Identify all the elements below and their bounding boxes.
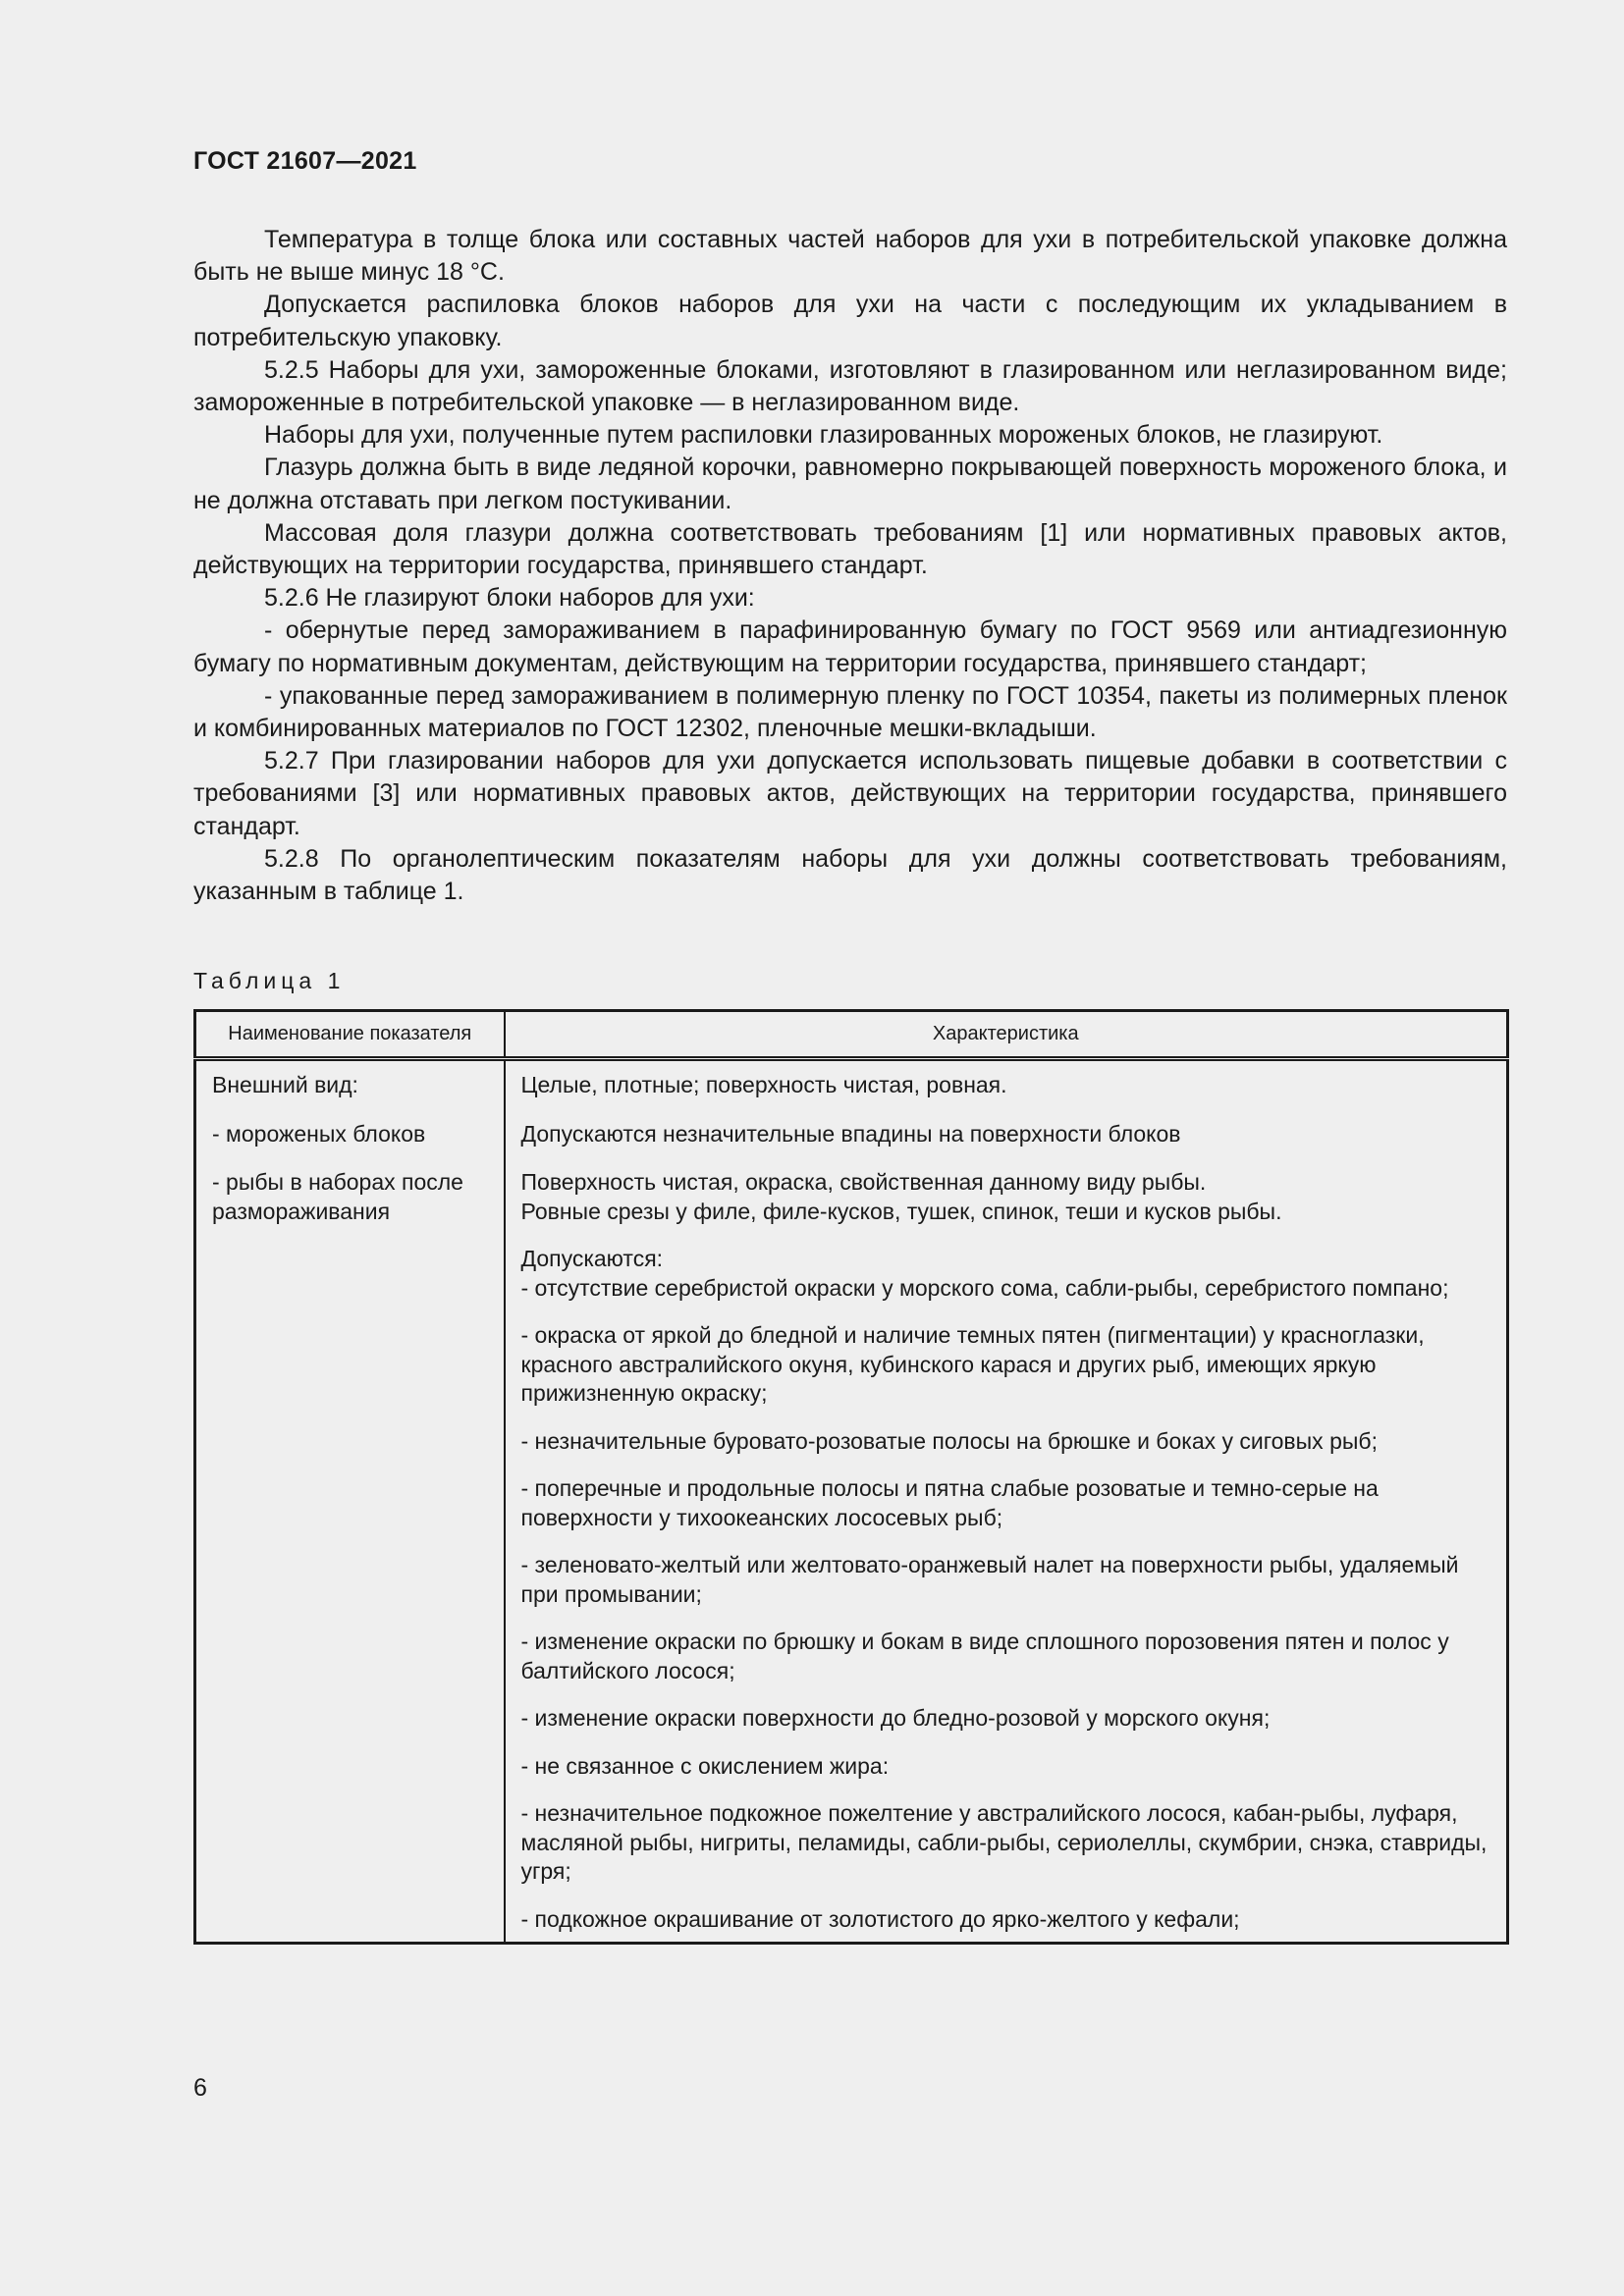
characteristic-item: Поверхность чистая, окраска, свойственная данному виду рыбы. Ровные срезы у филе, филе-кусков, тушек, спинок, теши и кусков рыбы. xyxy=(520,1169,1282,1224)
characteristic-item: - подкожное окрашивание от золотистого до ярко-желтого у кефали; xyxy=(520,1905,1240,1932)
characteristic-item: - поперечные и продольные полосы и пятна слабые розоватые и темно-серые на поверхности у тихоокеанских лососевых рыб; xyxy=(520,1475,1379,1530)
paragraph: 5.2.8 По органолептическим показателям наборы для ухи должны соответствовать требованиям, указанным в таблице 1. xyxy=(193,844,1507,906)
column-header-characteristic: Характеристика xyxy=(505,1011,1508,1059)
paragraph: Температура в толще блока или составных частей наборов для ухи в потребительской упаковке должна быть не выше минус 18 °С. xyxy=(193,226,1507,287)
indicator-item: - рыбы в наборах после размораживания xyxy=(212,1169,463,1224)
paragraph: - обернутые перед замораживанием в парафинированную бумагу по ГОСТ 9569 или антиадгезионную бумагу по нормативным документам, действующим на территории государства, принявшего стандарт; xyxy=(193,616,1507,677)
characteristic-item: - не связанное с окислением жира: xyxy=(520,1752,890,1779)
characteristic-item: - изменение окраски по брюшку и бокам в виде сплошного порозовения пятен и полос у балтийского лосося; xyxy=(520,1629,1449,1683)
paragraph: 5.2.7 При глазировании наборов для ухи допускается использовать пищевые добавки в соответствии с требованиями [3] или нормативных правовых актов, действующих на территории государства, принявшего стандарт. xyxy=(193,747,1507,840)
characteristic-item: - окраска от яркой до бледной и наличие темных пятен (пигментации) у красноглазки, красного австралийского окуня, кубинского карася и других рыб, имеющих яркую прижизненную окраску; xyxy=(520,1322,1425,1406)
characteristic-item: Целые, плотные; поверхность чистая, ровная. xyxy=(520,1072,1007,1097)
table-row xyxy=(195,1059,1508,1944)
characteristic-item: - зеленовато-желтый или желтовато-оранжевый налет на поверхности рыбы, удаляемый при промывании; xyxy=(520,1552,1459,1607)
indicator-cell xyxy=(195,1059,505,1944)
characteristic-item: - незначительные буровато-розоватые полосы на брюшке и боках у сиговых рыб; xyxy=(520,1427,1378,1454)
indicator-item: - мороженых блоков xyxy=(212,1120,426,1147)
table-caption: Таблица 1 xyxy=(193,968,346,993)
paragraph: 5.2.6 Не глазируют блоки наборов для ухи: xyxy=(264,584,755,613)
document-code: ГОСТ 21607—2021 xyxy=(193,147,417,175)
characteristic-item: Допускаются: - отсутствие серебристой окраски у морского сома, сабли-рыбы, серебристого помпано; xyxy=(520,1246,1449,1301)
paragraph: - упакованные перед замораживанием в полимерную пленку по ГОСТ 10354, пакеты из полимерных пленок и комбинированных материалов по ГОСТ 12302, пленочные мешки-вкладыши. xyxy=(193,681,1507,743)
column-header-indicator: Наименование показателя xyxy=(195,1011,505,1059)
paragraph: Глазурь должна быть в виде ледяной корочки, равномерно покрывающей поверхность мороженого блока, и не должна отставать при легком постукивании. xyxy=(193,454,1507,514)
paragraph: Допускается распиловка блоков наборов для ухи на части с последующим их укладыванием в потребительскую упаковку. xyxy=(193,291,1507,351)
spec-table xyxy=(193,1009,1509,1945)
characteristic-item: - изменение окраски поверхности до бледно-розовой у морского окуня; xyxy=(520,1705,1271,1731)
characteristic-cell xyxy=(505,1059,1508,1944)
paragraph: Массовая доля глазури должна соответствовать требованиям [1] или нормативных правовых актов, действующих на территории государства, принявшего стандарт. xyxy=(193,518,1507,580)
page-number: 6 xyxy=(193,2074,207,2102)
table-header-row xyxy=(195,1011,1508,1059)
paragraph: Наборы для ухи, полученные путем распиловки глазированных мороженых блоков, не глазируют. xyxy=(264,421,1383,450)
characteristic-item: - незначительное подкожное пожелтение у австралийского лосося, кабан-рыбы, луфаря, масляной рыбы, нигриты, пеламиды, сабли-рыбы, сериолеллы, скумбрии, снэка, ставриды, угря; xyxy=(520,1800,1488,1884)
body-text xyxy=(193,224,1507,908)
paragraph: 5.2.5 Наборы для ухи, замороженные блоками, изготовляют в глазированном или неглазированном виде; замороженные в потребительской упаковке — в неглазированном виде. xyxy=(193,355,1507,417)
characteristic-item: Допускаются незначительные впадины на поверхности блоков xyxy=(520,1120,1181,1147)
indicator-item: Внешний вид: xyxy=(212,1072,358,1097)
